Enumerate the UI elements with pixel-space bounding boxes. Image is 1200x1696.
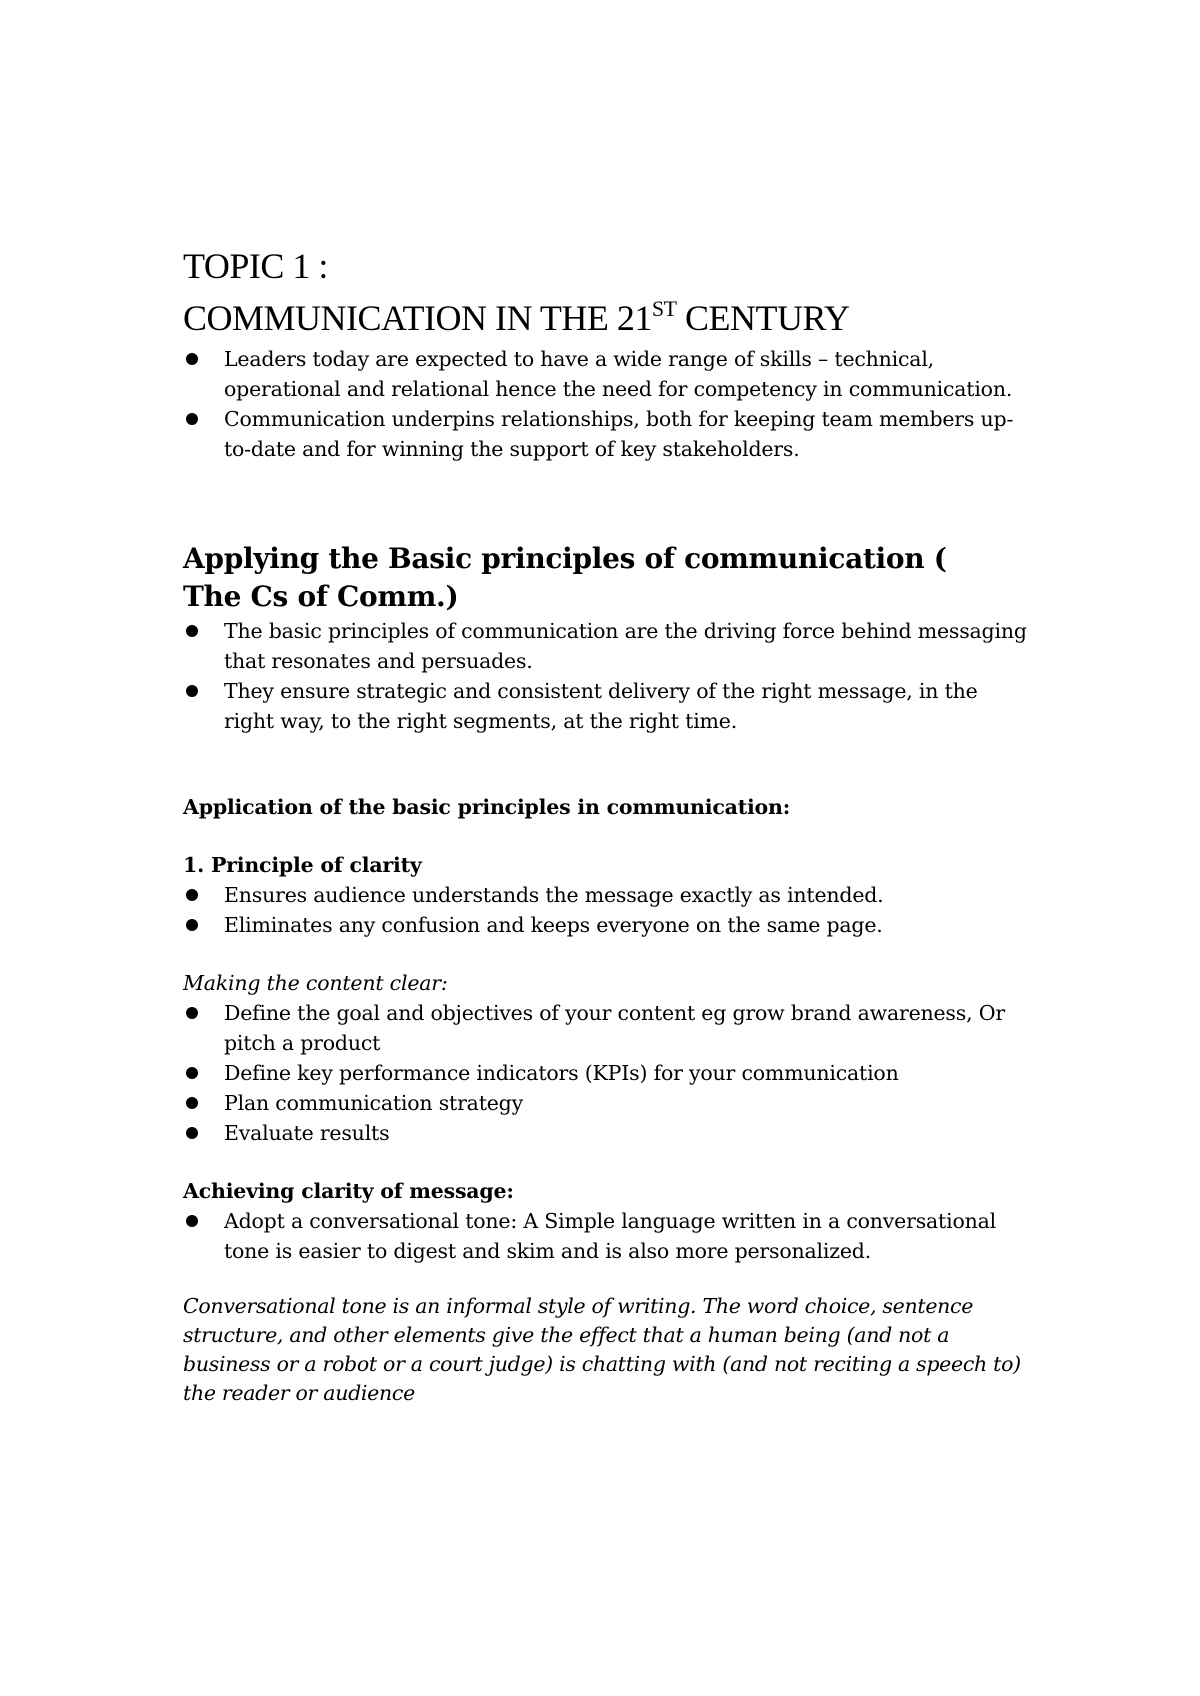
clarity-heading: 1. Principle of clarity bbox=[183, 853, 422, 877]
making-clear-label: Making the content clear: bbox=[183, 971, 448, 995]
bullet-icon bbox=[186, 685, 198, 697]
list-item: Plan communication strategy bbox=[183, 1088, 1033, 1118]
list-item: Evaluate results bbox=[183, 1118, 1033, 1148]
bullet-icon bbox=[186, 353, 198, 365]
bullet-icon bbox=[186, 1127, 198, 1139]
bullet-icon bbox=[186, 1215, 198, 1227]
topic-number: TOPIC 1 : bbox=[183, 246, 328, 286]
list-item: The basic principles of communication are the driving force behind messaging that resonates and persuades. bbox=[183, 616, 1033, 676]
list-item: Define key performance indicators (KPIs) for your communication bbox=[183, 1058, 1033, 1088]
section-heading: Applying the Basic principles of communication ( The Cs of Comm.) bbox=[183, 542, 947, 613]
list-item: Eliminates any confusion and keeps everyone on the same page. bbox=[183, 910, 1033, 940]
bullet-icon bbox=[186, 1097, 198, 1109]
topic-name-end: CENTURY bbox=[676, 298, 850, 338]
list-item: Leaders today are expected to have a wide range of skills – technical, operational and relational hence the need for competency in communication. bbox=[183, 344, 1033, 404]
topic-title bbox=[183, 240, 1033, 344]
conversational-note: Conversational tone is an informal style of writing. The word choice, sentence structure, and other elements give the effect that a human being (and not a business or a robot or a court judge) is chatting with (and not reciting a speech to) the reader or audience bbox=[183, 1294, 1021, 1405]
clarity-bullet-list bbox=[183, 880, 1033, 940]
bullet-icon bbox=[186, 1007, 198, 1019]
list-item: Adopt a conversational tone: A Simple language written in a conversational tone is easier to digest and skim and is also more personalized. bbox=[183, 1206, 1033, 1266]
bullet-icon bbox=[186, 919, 198, 931]
topic-name: COMMUNICATION IN THE 21 bbox=[183, 298, 652, 338]
list-item: They ensure strategic and consistent delivery of the right message, in the right way, to the right segments, at the right time. bbox=[183, 676, 1033, 736]
achieving-bullet-list bbox=[183, 1206, 1033, 1266]
list-item: Ensures audience understands the message exactly as intended. bbox=[183, 880, 1033, 910]
bullet-icon bbox=[186, 889, 198, 901]
topic-superscript: ST bbox=[651, 296, 677, 321]
document-content bbox=[183, 240, 1033, 1408]
bullet-icon bbox=[186, 625, 198, 637]
bullet-icon bbox=[186, 413, 198, 425]
achieving-heading: Achieving clarity of message: bbox=[183, 1179, 514, 1203]
list-item: Define the goal and objectives of your content eg grow brand awareness, Or pitch a product bbox=[183, 998, 1033, 1058]
principles-bullet-list bbox=[183, 616, 1033, 736]
bullet-icon bbox=[186, 1067, 198, 1079]
intro-bullet-list bbox=[183, 344, 1033, 464]
list-item: Communication underpins relationships, both for keeping team members up-to-date and for winning the support of key stakeholders. bbox=[183, 404, 1033, 464]
application-heading: Application of the basic principles in communication: bbox=[183, 795, 791, 819]
making-clear-bullet-list bbox=[183, 998, 1033, 1148]
